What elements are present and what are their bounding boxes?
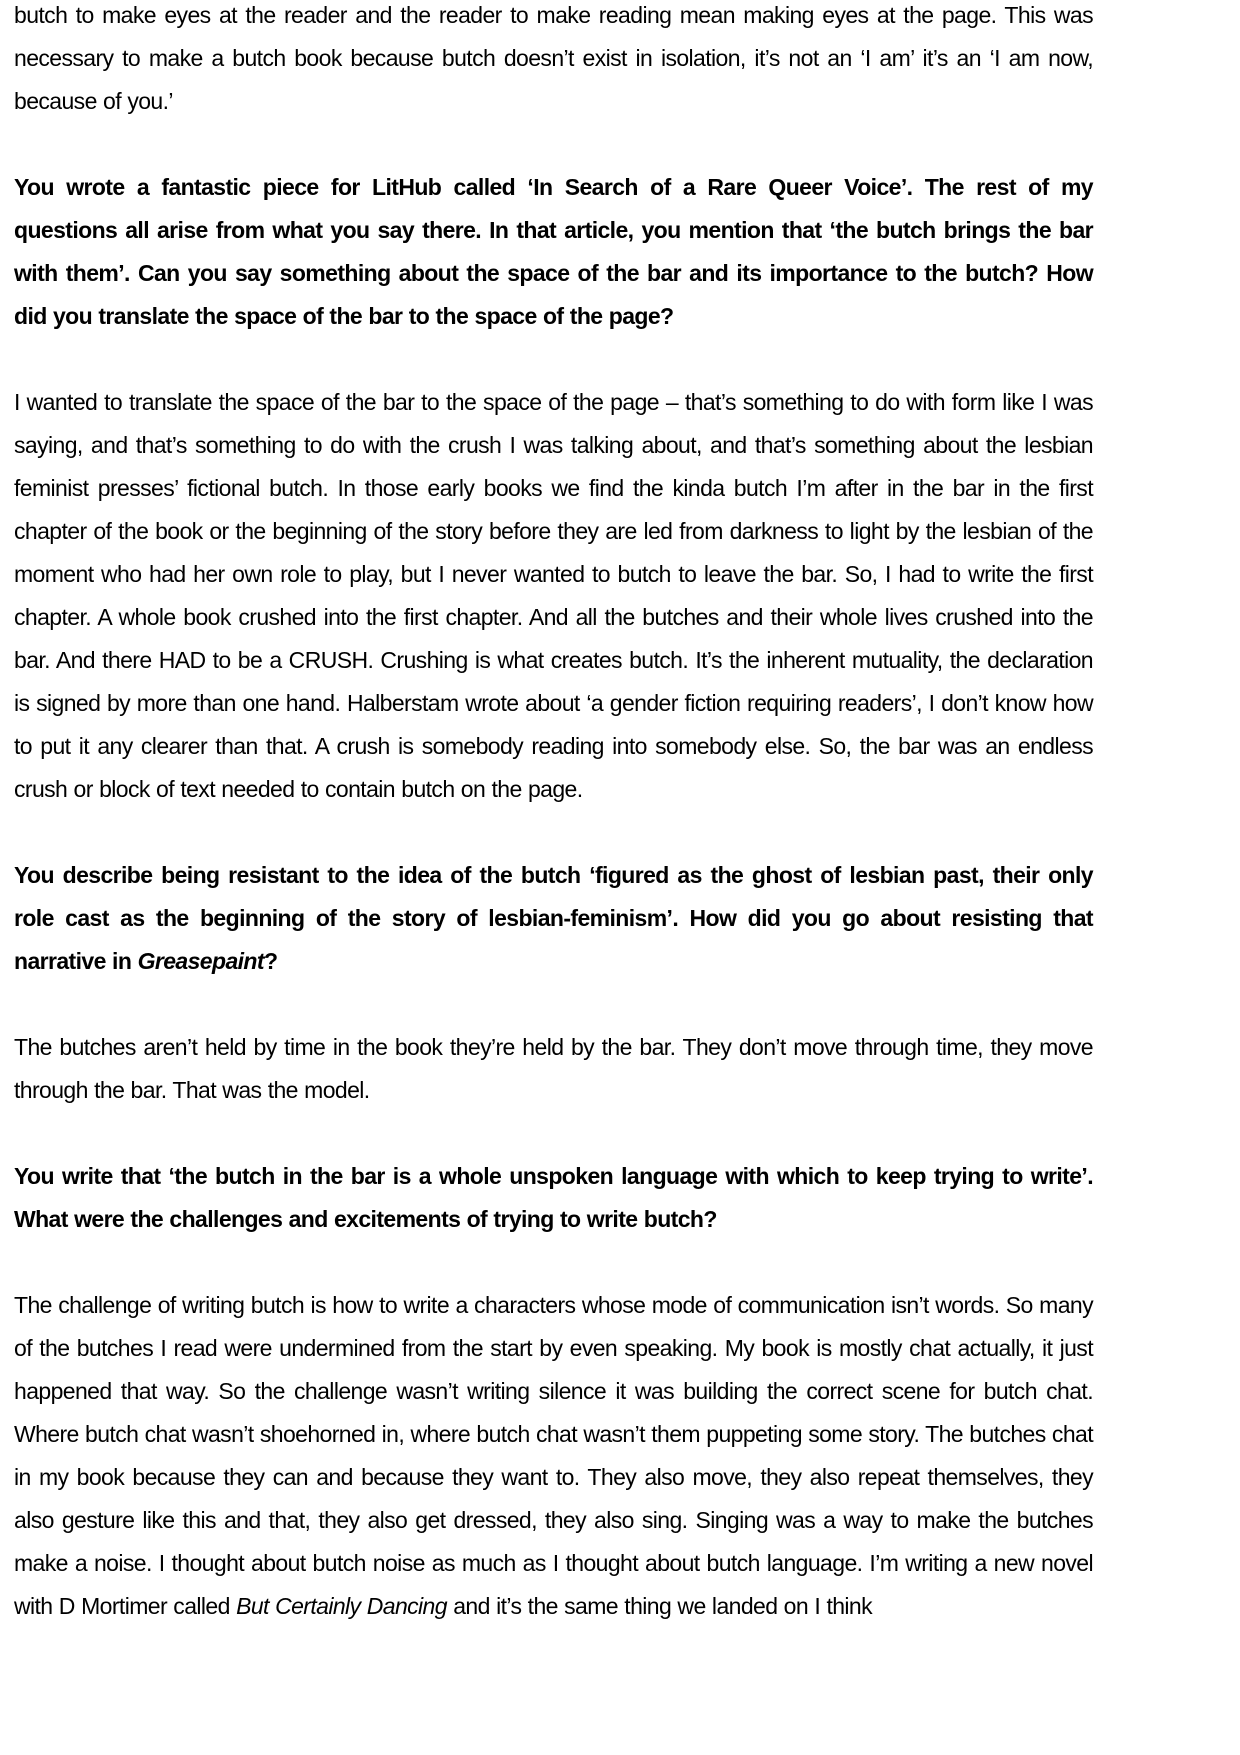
body-text: You describe being resistant to the idea of the butch ‘figured as the ghost of lesbian past, their only role cast as the beginning of the story of lesbian-feminism’. How did you go about resisting that narrative in bbox=[14, 862, 1093, 974]
body-text: The challenge of writing butch is how to write a characters whose mode of communication isn’t words. So many of the butches I read were undermined from the start by even speaking. My book is mostly chat actually, it just happened that way. So the challenge wasn’t writing silence it was building the correct scene for butch chat. Where butch chat wasn’t shoehorned in, where butch chat wasn’t them puppeting some story. The butches chat in my book because they can and because they want to. They also move, they also repeat themselves, they also gesture like this and that, they also get dressed, they also sing. Singing was a way to make the butches make a noise. I thought about butch noise as much as I thought about butch language. I’m writing a new novel with D Mortimer called bbox=[14, 1292, 1093, 1619]
body-text: and it’s the same thing we landed on I think bbox=[446, 1593, 873, 1619]
book-title-text: Greasepaint bbox=[137, 948, 264, 974]
body-text: You wrote a fantastic piece for LitHub called ‘In Search of a Rare Queer Voice’. The rest of my questions all arise from what you say there. In that article, you mention that ‘the butch brings the bar with them’. Can you say something about the space of the bar and its importance to the butch? How did you translate the space of the bar to the space of the page? bbox=[14, 174, 1093, 329]
body-text: butch to make eyes at the reader and the reader to make reading mean making eyes at the page. This was necessary to make a butch book because butch doesn’t exist in isolation, it’s not an ‘I am’ it’s an ‘I am now, because of you.’ bbox=[14, 2, 1093, 114]
body-text: ? bbox=[263, 948, 278, 974]
body-text: I wanted to translate the space of the bar to the space of the page – that’s something to do with form like I was saying, and that’s something to do with the crush I was talking about, and that’s something about the lesbian feminist presses’ fictional butch. In those early books we find the kinda butch I’m after in the bar in the first chapter of the book or the beginning of the story before they are led from darkness to light by the lesbian of the moment who had her own role to play, but I never wanted to butch to leave the bar. So, I had to write the first chapter. A whole book crushed into the first chapter. And all the butches and their whole lives crushed into the bar. And there HAD to be a CRUSH. Crushing is what creates butch. It’s the inherent mutuality, the declaration is signed by more than one hand. Halberstam wrote about ‘a gender fiction requiring readers’, I don’t know how to put it any clearer than that. A crush is somebody reading into somebody else. So, the bar was an endless crush or block of text needed to contain butch on the page. bbox=[14, 389, 1093, 802]
book-title-text: But Certainly Dancing bbox=[236, 1593, 447, 1619]
body-text: The butches aren’t held by time in the book they’re held by the bar. They don’t move through time, they move through the bar. That was the model. bbox=[14, 1034, 1093, 1103]
question-paragraph bbox=[14, 854, 1093, 983]
answer-paragraph bbox=[14, 381, 1093, 811]
interview-article bbox=[14, 0, 1093, 1628]
answer-paragraph bbox=[14, 0, 1093, 123]
question-paragraph bbox=[14, 166, 1093, 338]
answer-paragraph bbox=[14, 1026, 1093, 1112]
question-paragraph bbox=[14, 1155, 1093, 1241]
body-text: You write that ‘the butch in the bar is a whole unspoken language with which to keep trying to write’. What were the challenges and excitements of trying to write butch? bbox=[14, 1163, 1093, 1232]
answer-paragraph bbox=[14, 1284, 1093, 1628]
